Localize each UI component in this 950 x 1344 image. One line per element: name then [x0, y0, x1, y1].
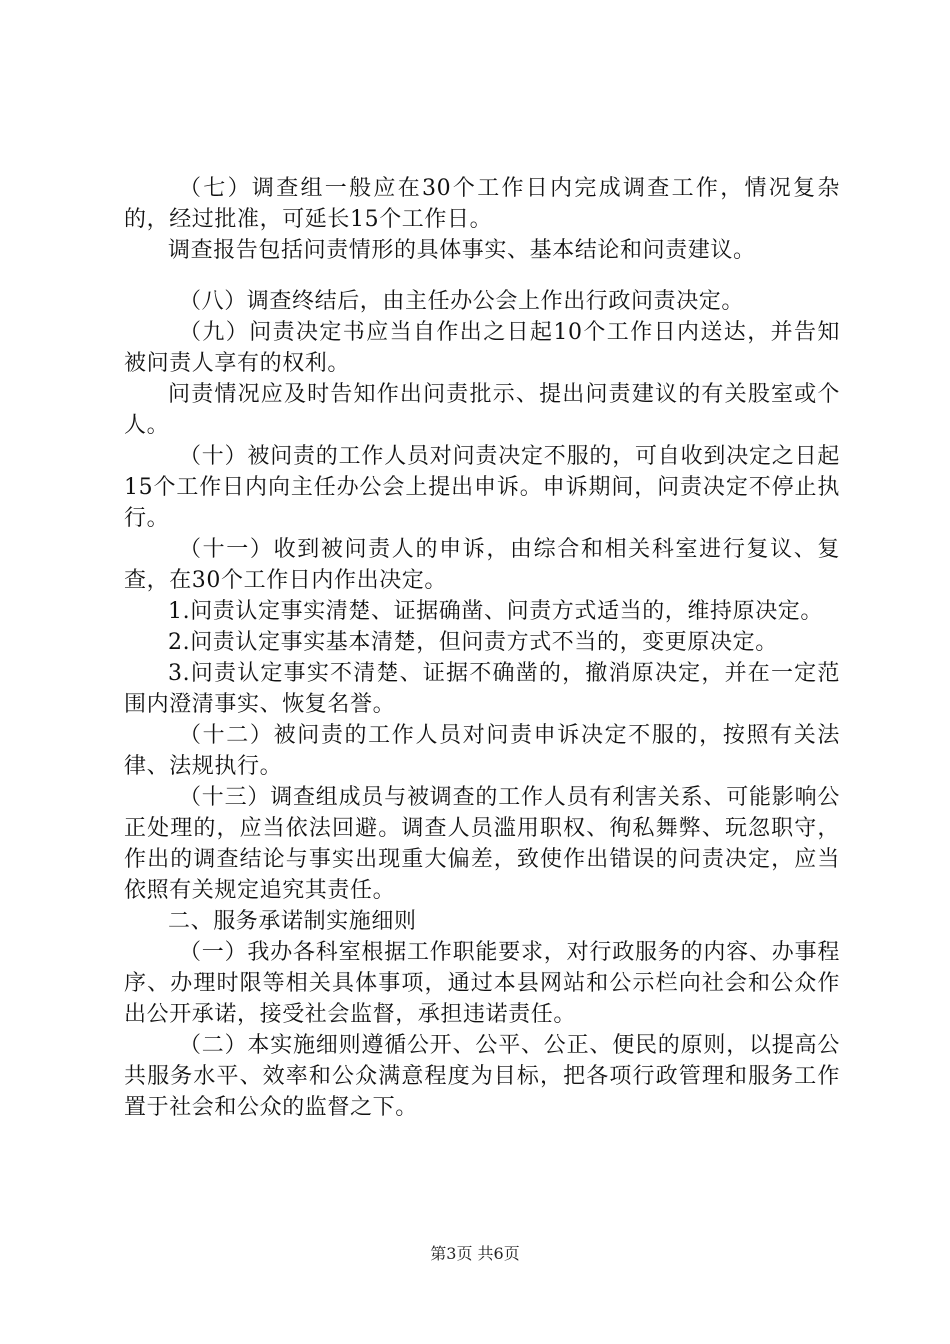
- paragraph-13: （十三）调查组成员与被调查的工作人员有利害关系、可能影响公正处理的，应当依法回避。调查人员滥用职权、徇私舞弊、玩忽职守，作出的调查结论与事实出现重大偏差，致使作出错误的问责决定，应当依照有关规定追究其责任。: [124, 785, 840, 903]
- paragraph-11: （十一）收到被问责人的申诉，由综合和相关科室进行复议、复查，在30个工作日内作出决定。: [124, 537, 840, 593]
- page-number-label: 第3页 共6页: [430, 1244, 520, 1263]
- paragraph-10: （十）被问责的工作人员对问责决定不服的，可自收到决定之日起15个工作日内向主任办公会上提出申诉。申诉期间，问责决定不停止执行。: [124, 444, 840, 531]
- document-body: [124, 173, 840, 1123]
- paragraph-item-3: 3.问责认定事实不清楚、证据不确凿的，撤消原决定，并在一定范围内澄清事实、恢复名誉。: [124, 661, 840, 717]
- paragraph-service-2: （二）本实施细则遵循公开、公平、公正、便民的原则，以提高公共服务水平、效率和公众满意程度为目标，把各项行政管理和服务工作置于社会和公众的监督之下。: [124, 1033, 840, 1120]
- paragraph-9: （九）问责决定书应当自作出之日起10个工作日内送达，并告知被问责人享有的权利。: [124, 320, 840, 376]
- paragraph-item-1: 1.问责认定事实清楚、证据确凿、问责方式适当的，维持原决定。: [168, 599, 823, 624]
- paragraph-report: 调查报告包括问责情形的具体事实、基本结论和问责建议。: [168, 238, 756, 263]
- paragraph-8: （八）调查终结后，由主任办公会上作出行政问责决定。: [179, 289, 745, 314]
- section-heading-service-commitment: 二、服务承诺制实施细则: [168, 909, 417, 934]
- page-footer: [0, 1244, 950, 1264]
- paragraph-service-1: （一）我办各科室根据工作职能要求，对行政服务的内容、办事程序、办理时限等相关具体事项，通过本县网站和公示栏向社会和公众作出公开承诺，接受社会监督，承担违诺责任。: [124, 940, 840, 1027]
- paragraph-notify: 问责情况应及时告知作出问责批示、提出问责建议的有关股室或个人。: [124, 382, 840, 438]
- paragraph-12: （十二）被问责的工作人员对问责申诉决定不服的，按照有关法律、法规执行。: [124, 723, 840, 779]
- paragraph-7: （七）调查组一般应在30个工作日内完成调查工作，情况复杂的，经过批准，可延长15个工作日。: [124, 176, 840, 232]
- paragraph-item-2: 2.问责认定事实基本清楚，但问责方式不当的，变更原决定。: [168, 630, 778, 655]
